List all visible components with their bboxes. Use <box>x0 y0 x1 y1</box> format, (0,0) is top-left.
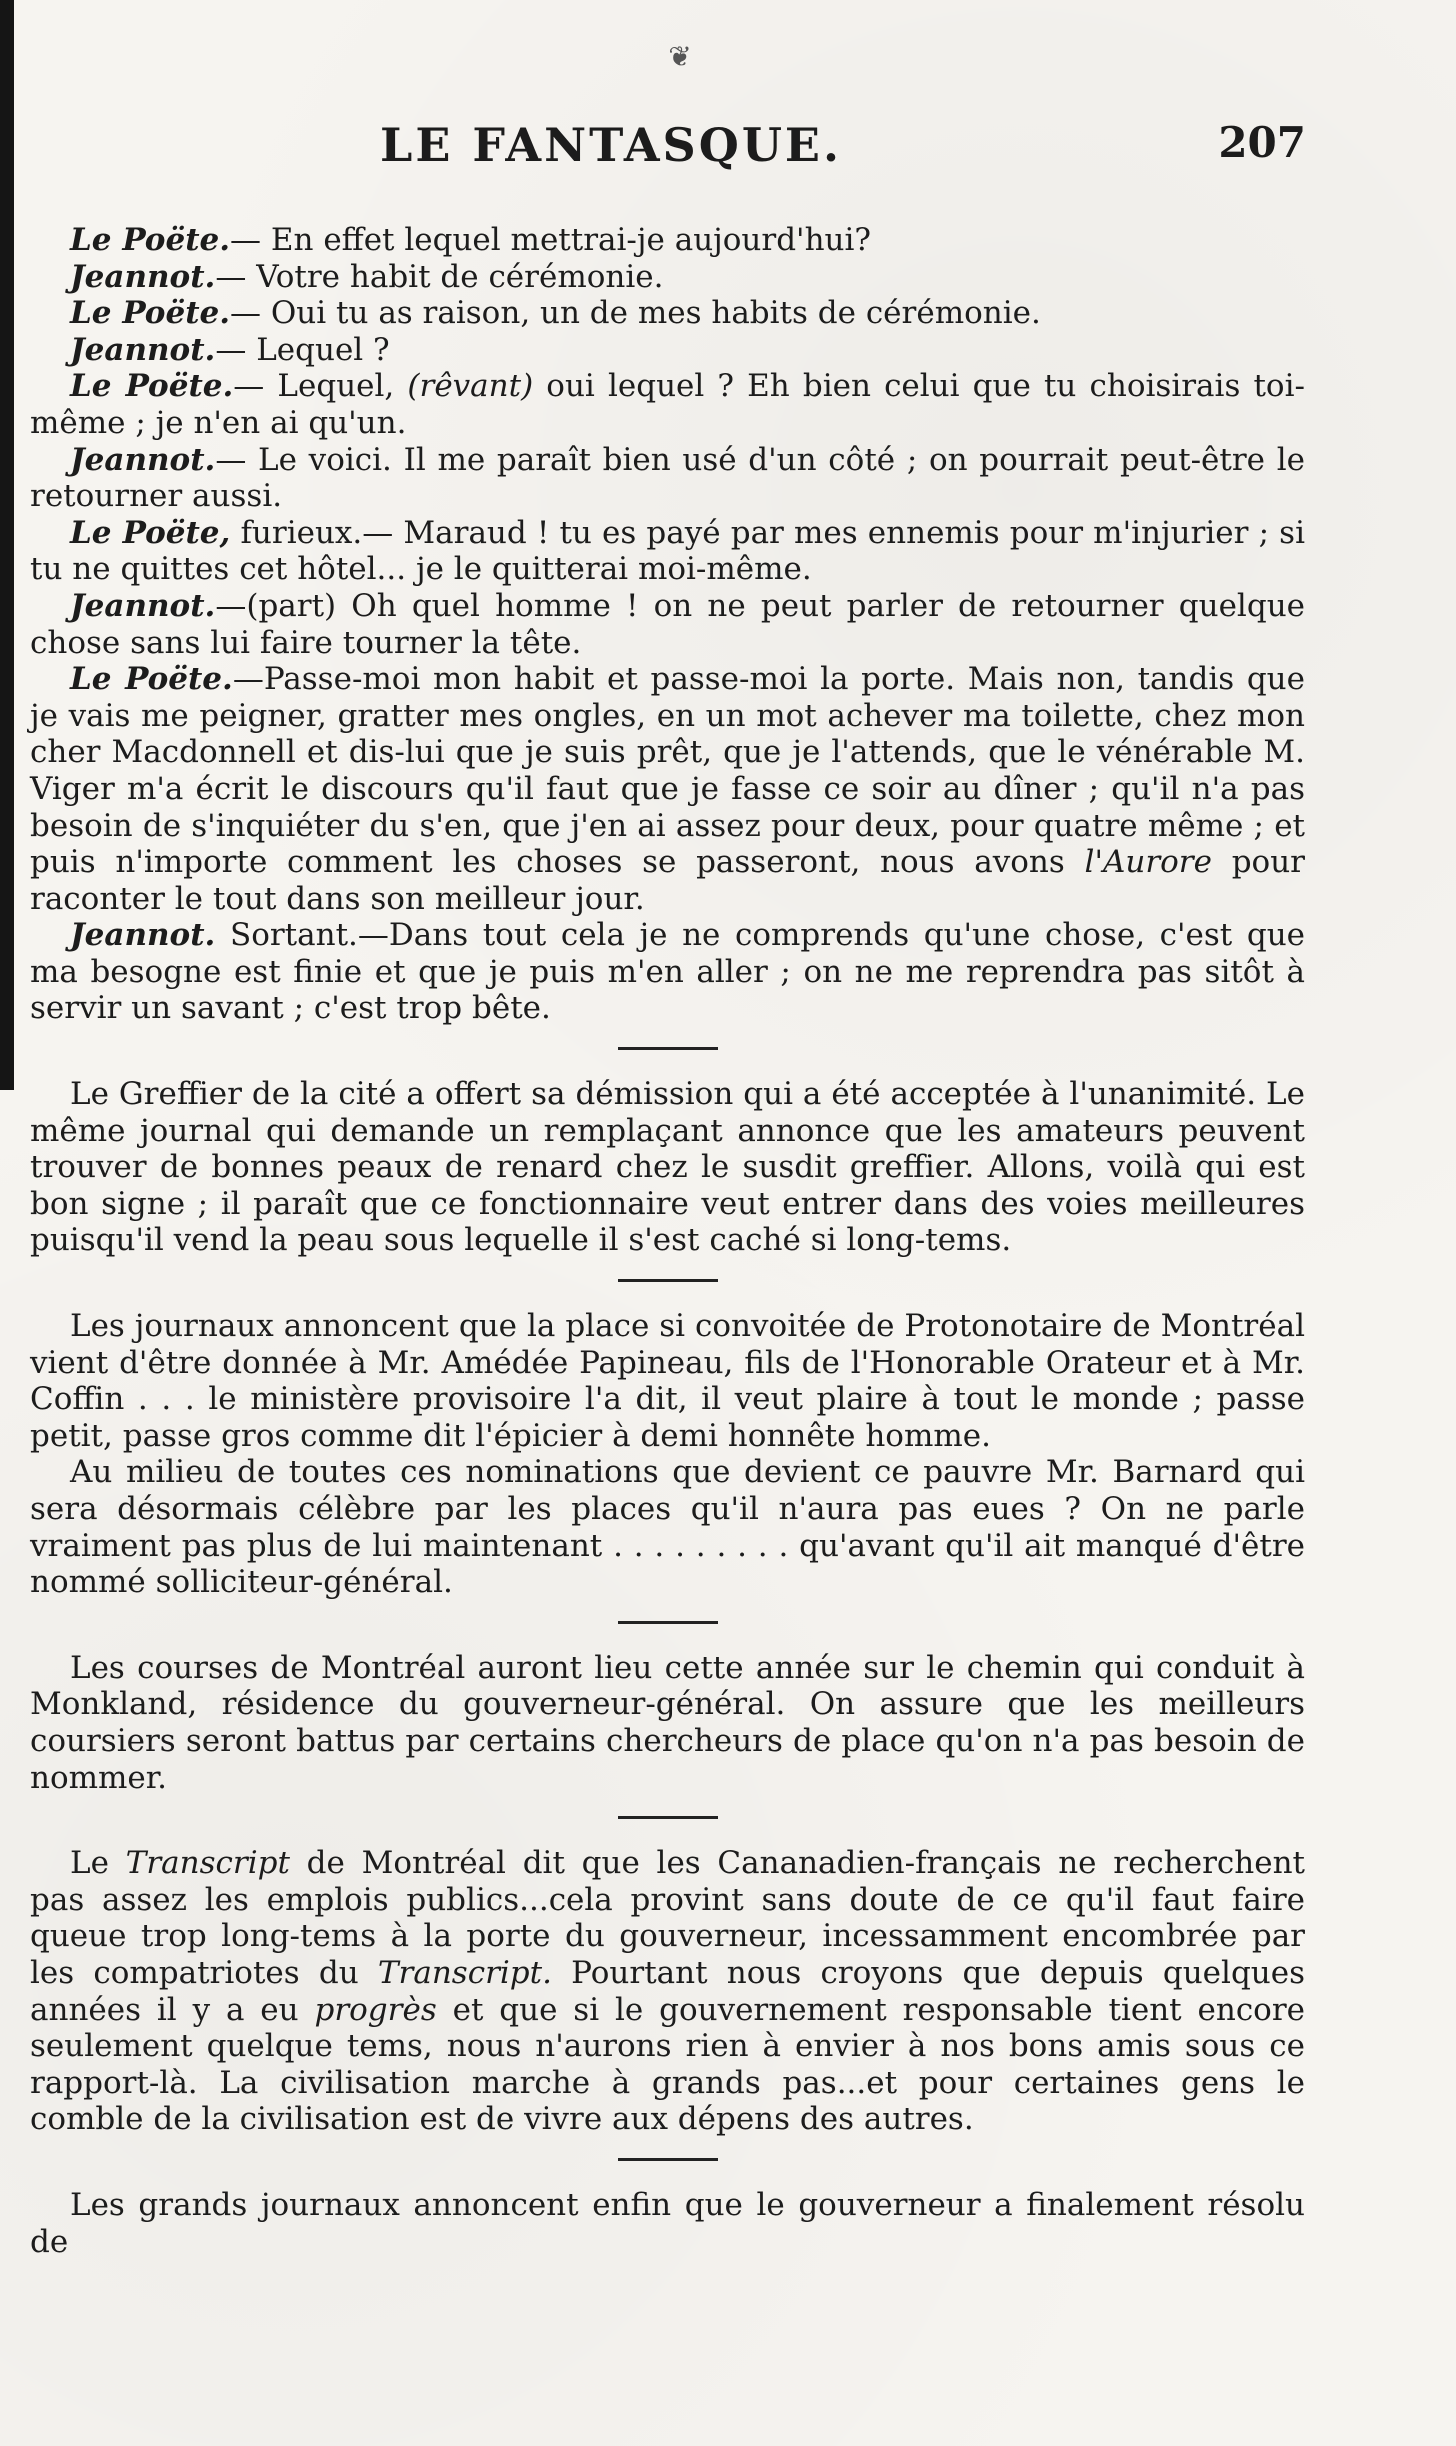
dialogue-dash: — <box>215 331 257 368</box>
transcript-text-c: Pourtant nous croyons que depuis quelques années il y a eu <box>30 1954 1306 2028</box>
dialogue-text: Sortant.—Dans tout cela je ne comprends qu'une chose, c'est que ma besogne est finie et que je puis m'en aller ; on ne me reprendra pas sitôt à servir un savant ; c'est trop bête. <box>30 917 1306 1027</box>
page-title: LE FANTASQUE. <box>380 118 843 172</box>
speaker-name: Jeannot. <box>70 917 216 954</box>
dialogue-text: (part) Oh quel homme ! on ne peut parler de retourner quelque chose sans lui faire tourner la tête. <box>30 587 1305 661</box>
dialogue-text: Passe-moi mon habit et passe-moi la porte. Mais non, tandis que je vais me peigner, gratter mes ongles, en un mot achever ma toilette, chez mon cher Macdonnell et dis-lui que je suis prêt, que je l'attends, que le vénérable M. Viger m'a écrit le discours qu'il faut que je fasse ce soir au dîner ; qu'il n'a pas besoin de s'inquiéter du s'en, que j'en ai assez pour deux, pour quatre même ; et puis n'importe comment les choses se passeront, nous avons <box>30 661 1305 881</box>
dialogue-dash: — <box>230 295 271 332</box>
transcript-progres: progrès <box>314 1991 437 2028</box>
dialogue-dash: — <box>215 587 247 624</box>
transcript-text-a: Le <box>70 1845 126 1882</box>
transcript-text-d: et que si le gouvernement responsable tient encore seulement quelque tems, nous n'aurons rien à envier à nos bons amis sous ce rapport-là. La civilisation marche à grands pas...et pour certaines gens le comble de la civilisation est de vivre aux dépens des autres. <box>30 1991 1306 2138</box>
dialogue-text: Le voici. Il me paraît bien usé d'un côté ; on pourrait peut-être le retourner aussi. <box>30 441 1305 515</box>
dialogue-text-cont: oui lequel ? Eh bien celui que tu choisirais toi-même ; je n'en ai qu'un. <box>30 368 1305 441</box>
dialogue-italic: l'Aurore <box>1084 844 1212 881</box>
article-body <box>30 222 1305 2260</box>
dialogue-text: Lequel, <box>277 368 408 405</box>
dialogue-line <box>30 259 1305 296</box>
speaker-name: Jeannot. <box>70 258 216 295</box>
page-number: 207 <box>1218 118 1306 167</box>
dialogue-line <box>30 442 1305 515</box>
dialogue-text: En effet lequel mettrai-je aujourd'hui? <box>270 222 872 258</box>
section-divider <box>618 1621 718 1624</box>
dialogue-italic: (rêvant) <box>407 368 534 405</box>
paragraph-barnard: Au milieu de toutes ces nominations que devient ce pauvre Mr. Barnard qui sera désormais célèbre par les places qu'il n'aura pas eues ? On ne parle vraiment pas plus de lui maintenant . . . . . . . . . qu'avant qu'il ait manqué d'être nommé solliciteur-général. <box>30 1454 1305 1601</box>
dialogue-line <box>30 295 1305 332</box>
dialogue-text: furieux.— Maraud ! tu es payé par mes ennemis pour m'injurier ; si tu ne quittes cet hôtel... je le quitterai moi-même. <box>30 514 1305 588</box>
dialogue-text: Oui tu as raison, un de mes habits de cérémonie. <box>270 295 1041 332</box>
dialogue-text: Lequel ? <box>256 331 390 368</box>
transcript-text-b: de Montréal dit que les Cananadien-français ne recherchent pas assez les emplois publics...cela provint sans doute de ce qu'il faut faire queue trop long-tems à la porte du gouverneur, incessamment encombrée par les compatriotes du <box>30 1845 1305 1991</box>
speaker-name: Jeannot. <box>70 441 216 478</box>
paragraph-grands-journaux: Les grands journaux annoncent enfin que le gouverneur a finalement résolu de <box>30 2186 1305 2260</box>
dialogue-text: Votre habit de cérémonie. <box>256 258 664 295</box>
section-divider <box>618 2158 718 2161</box>
section-divider <box>618 1279 718 1282</box>
section-divider <box>618 1047 718 1050</box>
section-divider <box>618 1816 718 1819</box>
speaker-name: Le Poëte, <box>70 514 231 551</box>
dialogue-section <box>30 222 1305 1027</box>
ornament-icon: ❦ <box>668 40 692 73</box>
dialogue-line <box>30 222 1305 259</box>
paragraph-transcript <box>30 1845 1305 2138</box>
dialogue-dash: — <box>215 441 259 478</box>
dialogue-dash <box>215 917 230 953</box>
speaker-name: Le Poëte. <box>70 661 233 698</box>
speaker-name: Jeannot. <box>70 587 216 624</box>
dialogue-line <box>30 332 1305 369</box>
dialogue-dash: — <box>232 661 264 698</box>
speaker-name: Le Poëte. <box>70 222 231 258</box>
dialogue-line <box>30 588 1305 661</box>
dialogue-dash: — <box>233 368 278 405</box>
transcript-title-2: Transcript. <box>377 1954 552 1991</box>
dialogue-line <box>30 661 1305 917</box>
dialogue-line <box>30 515 1305 588</box>
dialogue-line <box>30 917 1305 1027</box>
paragraph-protonotaire: Les journaux annoncent que la place si convoitée de Protonotaire de Montréal vient d'être donnée à Mr. Amédée Papineau, fils de l'Honorable Orateur et à Mr. Coffin . . . le ministère provisoire l'a dit, il veut plaire à tout le monde ; passe petit, passe gros comme dit l'épicier à demi honnête homme. <box>30 1308 1305 1454</box>
page-header <box>0 118 1456 178</box>
dialogue-dash <box>230 515 240 551</box>
paragraph-courses: Les courses de Montréal auront lieu cette année sur le chemin qui conduit à Monkland, résidence du gouverneur-général. On assure que les meilleurs coursiers seront battus par certains chercheurs de place qu'on n'a pas besoin de nommer. <box>30 1649 1305 1796</box>
dialogue-text-cont: pour raconter le tout dans son meilleur jour. <box>30 844 1305 917</box>
paragraph-greffier: Le Greffier de la cité a offert sa démission qui a été acceptée à l'unanimité. Le même journal qui demande un remplaçant annonce que les amateurs peuvent trouver de bonnes peaux de renard chez le susdit greffier. Allons, voilà qui est bon signe ; il paraît que ce fonctionnaire veut entrer dans des voies meilleures puisqu'il vend la peau sous lequelle il s'est caché si long-tems. <box>30 1076 1305 1259</box>
dialogue-dash: — <box>230 222 271 258</box>
speaker-name: Jeannot. <box>70 331 216 368</box>
dialogue-line <box>30 368 1305 441</box>
transcript-title: Transcript <box>125 1845 290 1882</box>
speaker-name: Le Poëte. <box>70 295 231 332</box>
speaker-name: Le Poëte. <box>70 368 234 405</box>
dialogue-dash: — <box>215 258 257 295</box>
